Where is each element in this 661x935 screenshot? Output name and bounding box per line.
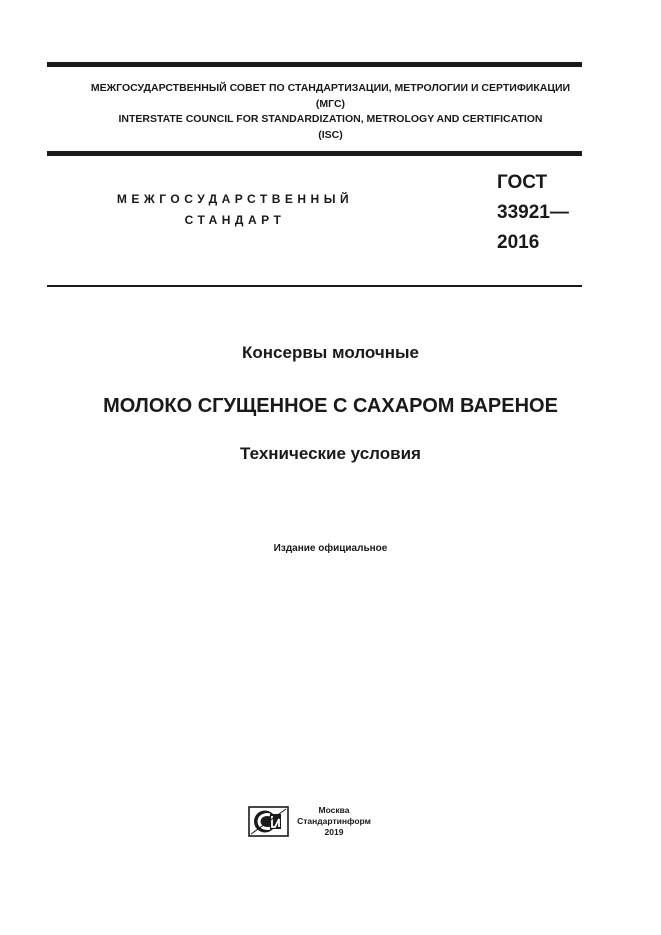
title-subtitle: Технические условия bbox=[240, 444, 421, 463]
gost-designation bbox=[497, 168, 569, 258]
title-category: Консервы молочные bbox=[242, 343, 419, 362]
council-en bbox=[0, 111, 661, 143]
council-en-name: INTERSTATE COUNCIL FOR STANDARDIZATION, METROLOGY AND CERTIFICATION bbox=[118, 113, 543, 125]
gost-line3: 2016 bbox=[497, 232, 540, 253]
council-en-abbr: (ISC) bbox=[318, 129, 343, 141]
publisher-year: 2019 bbox=[324, 827, 344, 837]
header-bottom-rule bbox=[47, 151, 582, 156]
gost-line2: 33921— bbox=[497, 202, 569, 223]
edition-note: Издание официальное bbox=[273, 543, 388, 554]
council-ru-name: МЕЖГОСУДАРСТВЕННЫЙ СОВЕТ ПО СТАНДАРТИЗАЦИИ, МЕТРОЛОГИИ И СЕРТИФИКАЦИИ bbox=[90, 82, 571, 94]
publisher-city: Москва bbox=[318, 805, 350, 815]
standard-label bbox=[110, 189, 360, 231]
gost-line1: ГОСТ bbox=[497, 172, 548, 193]
designation-rule bbox=[47, 285, 582, 287]
standard-label-line1: МЕЖГОСУДАРСТВЕННЫЙ bbox=[116, 192, 354, 206]
publisher-info bbox=[294, 805, 374, 838]
council-ru-abbr: (МГС) bbox=[315, 98, 346, 110]
standard-label-line2: СТАНДАРТ bbox=[184, 213, 286, 227]
top-rule bbox=[47, 62, 582, 67]
council-ru bbox=[0, 80, 661, 112]
publisher-name: Стандартинформ bbox=[297, 816, 371, 826]
title-main: МОЛОКО СГУЩЕННОЕ С САХАРОМ ВАРЕНОЕ bbox=[103, 395, 558, 417]
standartinform-logo-icon bbox=[248, 806, 289, 837]
